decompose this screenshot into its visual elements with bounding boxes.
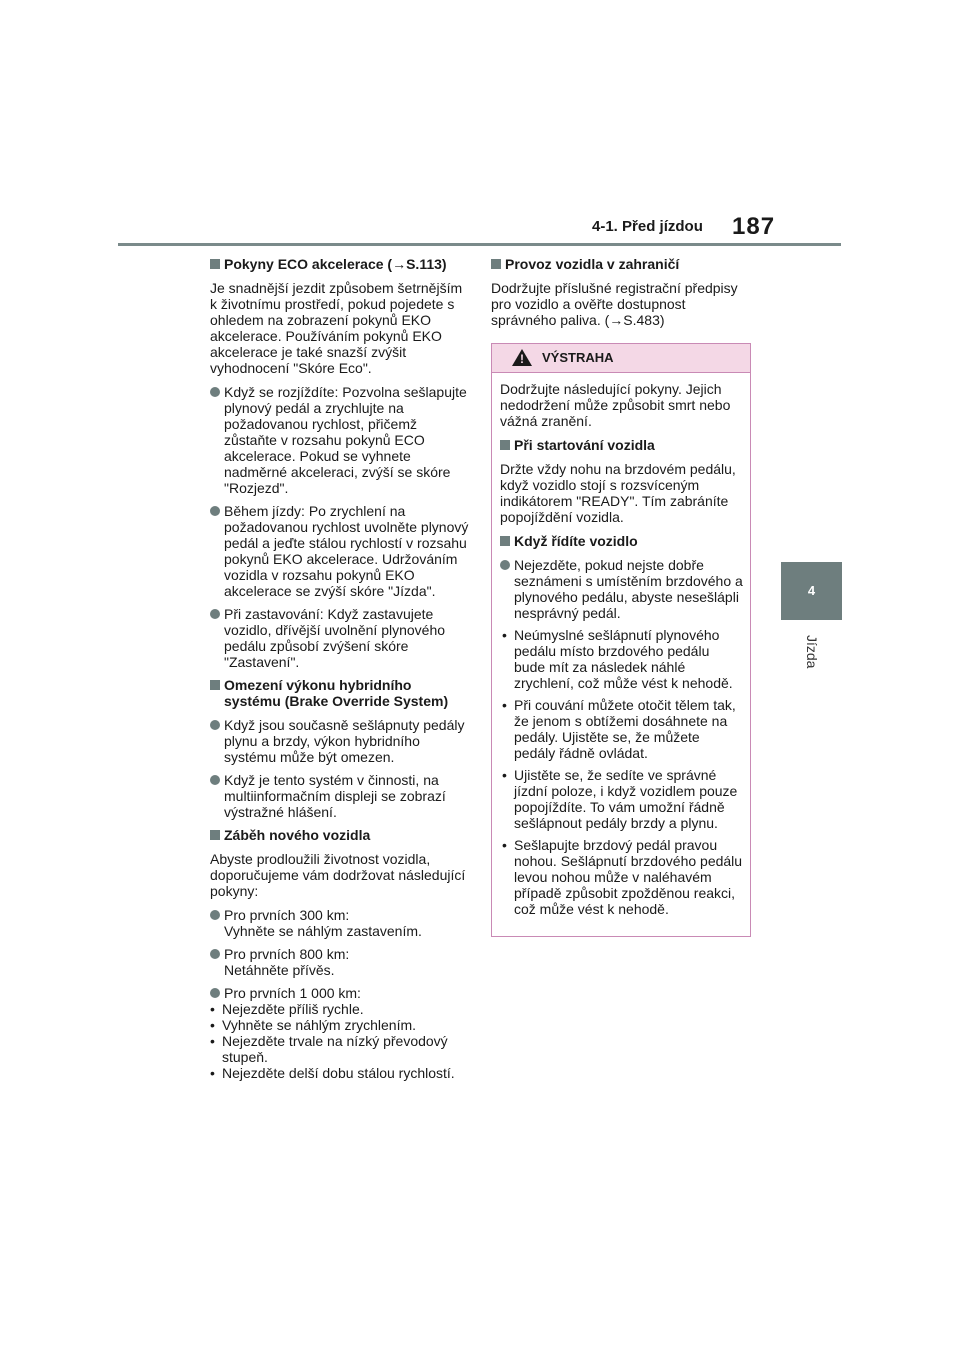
square-bullet-icon xyxy=(210,680,220,690)
sub-item: • Neúmyslné sešlápnutí plynového pedálu místo brzdového pedálu bude mít za následek náhlé zrychlení, což může vést k nehodě. xyxy=(502,627,733,691)
square-bullet-icon xyxy=(210,259,220,269)
square-bullet-icon xyxy=(210,830,220,840)
circle-bullet-icon xyxy=(210,720,220,730)
sub-item: • Vyhněte se náhlým zrychlením. xyxy=(210,1017,417,1033)
list-item: Když se rozjíždíte: Pozvolna sešlapujte plynový pedál a zrychlujte na požadovanou rychlost, přičemž zůstaňte v rozsahu pokynů ECO akcelerace. Pokud se vyhnete nadměrné akceleraci, zvýší se skóre "Rozjezd". xyxy=(210,384,472,496)
eco-heading: Pokyny ECO akcelerace (→S.113) xyxy=(210,256,472,272)
start-text: Držte vždy nohu na brzdovém pedálu, když vozidlo stojí s rozsvíceným indikátorem "READY". Tím zabráníte popojíždění vozidla. xyxy=(500,461,736,525)
circle-bullet-icon xyxy=(210,775,220,785)
list-item: Když jsou současně sešlápnuty pedály plynu a brzdy, výkon hybridního systému může být omezen. xyxy=(210,717,472,765)
square-bullet-icon xyxy=(491,259,501,269)
start-heading: Při startování vozidla xyxy=(500,437,744,453)
breakin-intro: Abyste prodloužili životnost vozidla, doporučujeme vám dodržovat následující pokyny: xyxy=(210,851,466,899)
drive-heading: Když řídíte vozidlo xyxy=(500,533,744,549)
left-column xyxy=(210,256,472,1081)
warning-box xyxy=(491,343,751,937)
list-item: Pro prvních 300 km: Vyhněte se náhlým zastavením. xyxy=(210,907,472,939)
square-bullet-icon xyxy=(500,440,510,450)
page-number: 187 xyxy=(732,213,776,240)
circle-bullet-icon xyxy=(500,560,510,570)
list-item: Během jízdy: Po zrychlení na požadovanou rychlost uvolněte plynový pedál a jeďte stálou rychlostí v rozsahu pokynů EKO akcelerace. Udržováním vozidla v rozsahu pokynů EKO akcelerace se zvýší skóre "Jízda". xyxy=(210,503,472,599)
list-item: Pro prvních 1 000 km: xyxy=(210,985,472,1001)
sub-item: • Ujistěte se, že sedíte ve správné jízdní poloze, i když vozidlem pouze popojíždíte. To vám umožní řádně sešlápnout pedály brzdy a plynu. xyxy=(502,767,738,831)
circle-bullet-icon xyxy=(210,506,220,516)
sub-item: • Nejezděte delší dobu stálou rychlostí. xyxy=(210,1065,455,1081)
warning-title: VÝSTRAHA xyxy=(542,350,614,365)
exclamation-icon: ! xyxy=(520,352,524,366)
warning-body xyxy=(492,373,750,917)
circle-bullet-icon xyxy=(210,910,220,920)
list-item: Pro prvních 800 km: Netáhněte přívěs. xyxy=(210,946,472,978)
breakin-heading: Záběh nového vozidla xyxy=(210,827,472,843)
chapter-tab: 4 xyxy=(781,562,842,620)
sub-item: • Nejezděte příliš rychle. xyxy=(210,1001,364,1017)
circle-bullet-icon xyxy=(210,387,220,397)
sub-item: • Při couvání můžete otočit tělem tak, že jenom s obtížemi dosáhnete na pedály. Ujistěte se, že můžete pedály řádně ovládat. xyxy=(502,697,736,761)
circle-bullet-icon xyxy=(210,988,220,998)
list-item: Při zastavování: Když zastavujete vozidlo, dřívější uvolnění plynového pedálu způsobí zvýšení skóre "Zastavení". xyxy=(210,606,472,670)
warning-header xyxy=(492,344,750,373)
sub-item: • Sešlapujte brzdový pedál pravou nohou. Sešlápnutí brzdového pedálu levou nohou může v naléhavém případě způsobit zpožděnou reakci, což může vést k nehodě. xyxy=(502,837,743,917)
section-title: 4-1. Před jízdou xyxy=(592,218,703,235)
square-bullet-icon xyxy=(500,536,510,546)
chapter-label xyxy=(782,635,842,675)
sub-item: • Nejezděte trvale na nízký převodový stupeň. xyxy=(210,1033,448,1065)
override-heading: Omezení výkonu hybridního systému (Brake Override System) xyxy=(210,677,472,709)
right-column xyxy=(491,256,753,336)
list-item: Nejezděte, pokud nejste dobře seznámeni s umístěním brzdového a plynového pedálu, abyste nesešlápli nesprávný pedál. xyxy=(500,557,744,621)
circle-bullet-icon xyxy=(210,949,220,959)
eco-intro: Je snadnější jezdit způsobem šetrnějším k životnímu prostředí, pokud pojedete s ohledem na zobrazení pokynů EKO akcelerace. Používáním pokynů EKO akcelerace je také snazší zvýšit vyhodnocení "Skóre Eco". xyxy=(210,280,463,376)
header-divider xyxy=(118,243,841,246)
abroad-text: Dodržujte příslušné registrační předpisy pro vozidlo a ověřte dostupnost správného paliva. (→S.483) xyxy=(491,280,738,328)
circle-bullet-icon xyxy=(210,609,220,619)
warning-intro: Dodržujte následující pokyny. Jejich nedodržení může způsobit smrt nebo vážná zranění. xyxy=(500,381,731,429)
chapter-label-text: Jízda xyxy=(804,635,820,669)
abroad-heading: Provoz vozidla v zahraničí xyxy=(491,256,753,272)
list-item: Když je tento systém v činnosti, na multiinformačním displeji se zobrazí výstražné hlášení. xyxy=(210,772,472,820)
